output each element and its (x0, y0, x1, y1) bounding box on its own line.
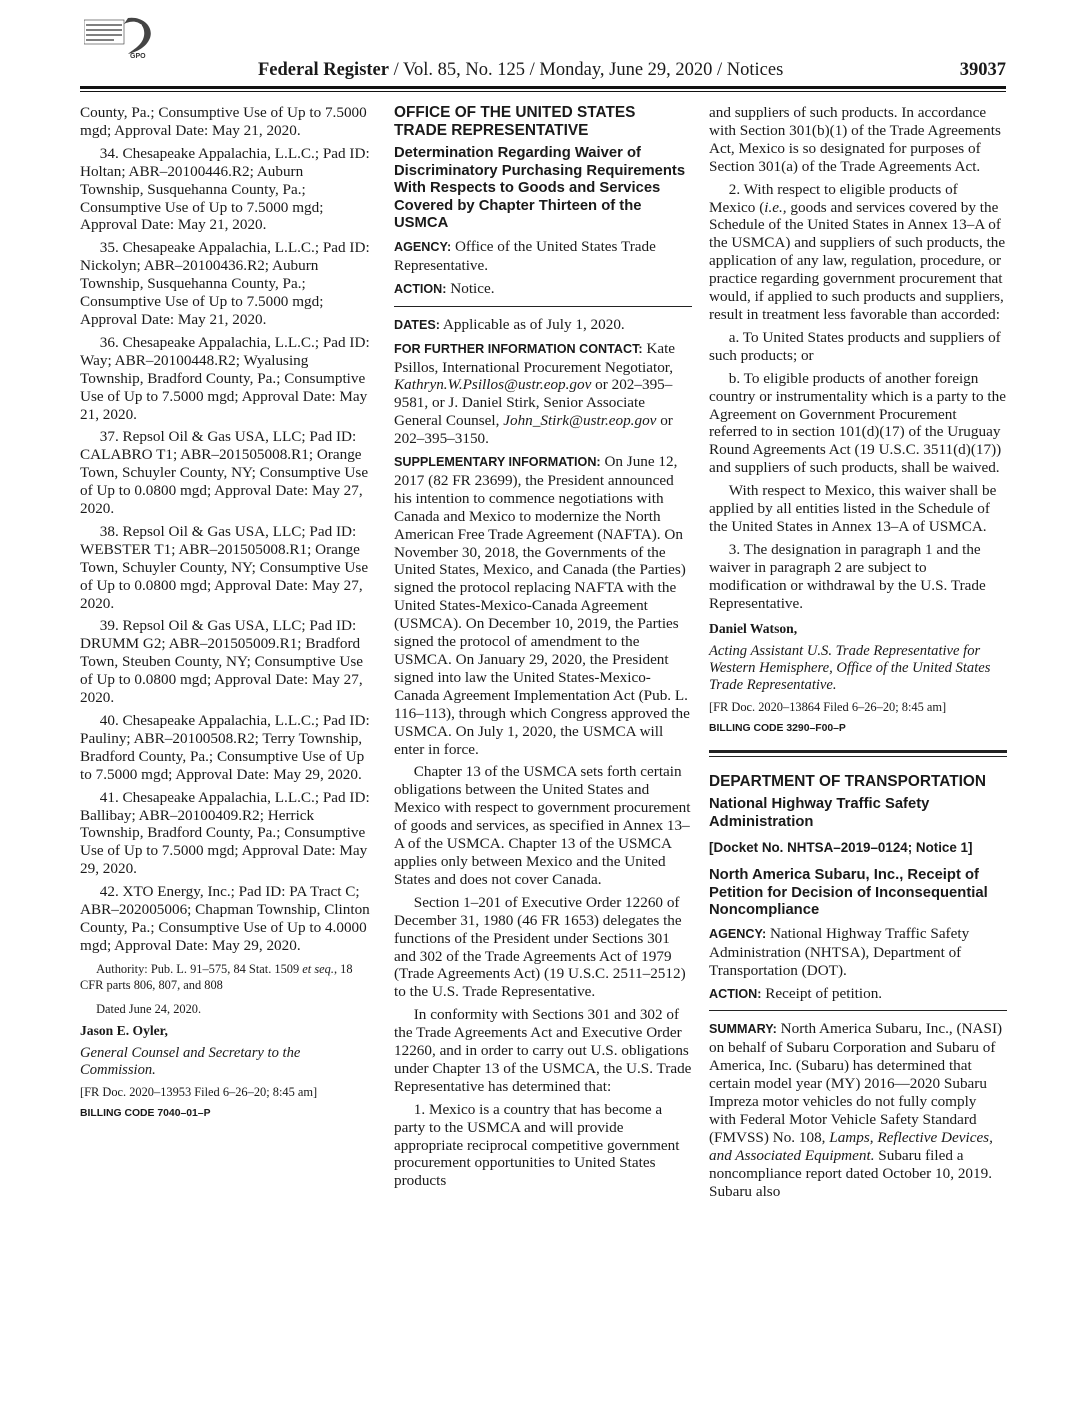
authority-lead: Authority: Pub. L. 91–575, 84 Stat. 1509 (96, 961, 303, 976)
list-item-35: 35. Chesapeake Appalachia, L.L.C.; Pad ID: Nickolyn; ABR–20100436.R2; Auburn Township, Susquehanna County, Pa.; Consumptive Use of Up to 7.5000 mgd; Approval Date: May 21, 2020. (80, 239, 370, 328)
gpo-eagle-icon (84, 14, 156, 60)
signer-title: General Counsel and Secretary to the Commission. (80, 1044, 301, 1078)
signer-title: Acting Assistant U.S. Trade Representative for Western Hemisphere, Office of the United States Trade Representative. (709, 643, 991, 694)
action-line (709, 985, 1007, 1004)
agency-line (394, 238, 692, 275)
header-rule (80, 86, 1006, 89)
paragraph-2 (709, 181, 1007, 324)
paragraph-3: 3. The designation in paragraph 1 and the waiver in paragraph 2 are subject to modification or withdrawal by the U.S. Trade Representative. (709, 540, 986, 612)
contact-email-link-2[interactable]: John_Stirk@ustr.eop.gov (503, 412, 657, 430)
authority-italic: et seq. (302, 961, 334, 976)
summary-paragraph (709, 1020, 1007, 1200)
header-title (258, 60, 783, 81)
list-item-40: 40. Chesapeake Appalachia, L.L.C.; Pad ID: Pauliny; ABR–20100508.R2; Terry Township, Bradford County, Pa.; Consumptive Use of Up to 7.5000 mgd; Approval Date: May 29, 2020. (80, 712, 370, 783)
supplementary-text: On June 12, 2017 (82 FR 23699), the President announced his intention to commence negotiations with Canada and Mexico to modernize the North American Free Trade Agreement (NAFTA). On November 30, 2018, the Governments of the United States, Mexico, and Canada (the Parties) signed the protocol replacing NAFTA with the United States-Mexico-Canada Agreement (USMCA). On December 10, 2019, the Parties signed the protocol of amendment to the USMCA. On January 29, 2020, the President signed into law the United States-Mexico-Canada Agreement Implementation Act (Pub. L. 116–113), through which Congress approved the USMCA. On July 1, 2020, the USMCA will enter in force. (394, 453, 690, 758)
list-item-34: 34. Chesapeake Appalachia, L.L.C.; Pad ID: Holtan; ABR–20100446.R2; Auburn Township, Susquehanna County, Pa.; Consumptive Use of Up to 7.5000 mgd; Approval Date: May 21, 2020. (80, 144, 370, 234)
column-3 (709, 104, 1007, 1206)
signer-name: Daniel Watson, (709, 621, 798, 637)
signer-name: Jason E. Oyler, (80, 1022, 168, 1038)
department-heading: DEPARTMENT OF TRANSPORTATION (709, 773, 987, 791)
action-text: Receipt of petition. (765, 984, 883, 1002)
billing-code: BILLING CODE 3290–F00–P (709, 723, 846, 735)
action-label: ACTION: (709, 986, 762, 1001)
contact-email-link[interactable]: Kathryn.W.Psillos@ustr.eop.gov (394, 376, 592, 394)
agency-text: National Highway Traffic Safety Administration (NHTSA), Department of Transportation (DOT). (709, 924, 970, 979)
contact-text: Kate Psillos, International Procurement Negotiator, (394, 339, 676, 376)
divider (394, 306, 692, 307)
billing-code: BILLING CODE 7040–01–P (80, 1107, 211, 1119)
paragraph-mexico: With respect to Mexico, this waiver shall be applied by all entities listed in the Schedule of the United States in Annex 13–A of USMCA. (709, 482, 997, 535)
publication-name: Federal Register (258, 60, 389, 80)
fr-doc: [FR Doc. 2020–13864 Filed 6–26–20; 8:45 am] (709, 700, 947, 715)
list-item-42: 42. XTO Energy, Inc.; Pad ID: PA Tract C; ABR–202005006; Chapman Township, Clinton County, Pa.; Consumptive Use of Up to 4.0000 mgd; Approval Date: May 29, 2020. (80, 883, 370, 954)
supplementary-label: SUPPLEMENTARY INFORMATION: (394, 455, 601, 470)
action-line (394, 280, 692, 299)
agency-heading: OFFICE OF THE UNITED STATES TRADE REPRESENTATIVE (394, 104, 636, 139)
docket-number: [Docket No. NHTSA–2019–0124; Notice 1] (709, 840, 973, 856)
agency-text: Office of the United States Trade Representative. (394, 237, 656, 274)
action-label: ACTION: (394, 281, 447, 296)
dated: Dated June 24, 2020. (96, 1001, 202, 1016)
issue-info: / Vol. 85, No. 125 / Monday, June 29, 2020 / Notices (388, 60, 784, 80)
dates-text: Applicable as of July 1, 2020. (442, 315, 625, 333)
paragraph-1: 1. Mexico is a country that has become a party to the USMCA and will provide appropriate reciprocal competitive government procurement opportunities to United States products (394, 1100, 680, 1190)
section-divider-thin (709, 756, 1007, 757)
paragraph-a: a. To United States products and suppliers of such products; or (709, 328, 1001, 364)
paragraph-conformity: In conformity with Sections 301 and 302 of the Trade Agreements Act and Executive Order 12260, and in order to carry out U.S. obligations under Chapter 13 of the USMCA, the U.S. Trade Representative has determined that: (394, 1006, 692, 1095)
paragraph-section: Section 1–201 of Executive Order 12260 of December 31, 1980 (46 FR 1653) delegates the functions of the President under Sections 301 and 302 of the Trade Agreements Act of 1979 (Trade Agreements Act) (19 U.S.C. 2511–2512) to the U.S. Trade Representative. (394, 893, 686, 1001)
list-item-36: 36. Chesapeake Appalachia, L.L.C.; Pad ID: Way; ABR–20100448.R2; Wyalusing Township, Bradford County, Pa.; Consumptive Use of Up to 7.5000 mgd; Approval Date: May 21, 2020. (80, 333, 370, 423)
paragraph-2-text: 2. With respect to eligible products of Mexico ( (709, 180, 958, 216)
page-number: 39037 (959, 60, 1006, 80)
header-rule-thin (80, 91, 1006, 92)
divider (709, 1010, 1007, 1011)
fr-doc: [FR Doc. 2020–13953 Filed 6–26–20; 8:45 am] (80, 1084, 318, 1099)
summary-italic: Lamps, Reflective Devices, and Associated Equipment. (709, 1128, 993, 1164)
agency-label: AGENCY: (394, 239, 452, 254)
document-heading: North America Subaru, Inc., Receipt of Petition for Decision of Inconsequential Noncompliance (709, 867, 988, 919)
dates-line (394, 316, 692, 335)
list-item-37: 37. Repsol Oil & Gas USA, LLC; Pad ID: CALABRO T1; ABR–201505008.R1; Orange Town, Schuyler County, NY; Consumptive Use of Up to 0.0800 mgd; Approval Date: May 27, 2020. (80, 428, 369, 518)
action-text: Notice. (450, 279, 495, 297)
dates-label: DATES: (394, 317, 440, 332)
paragraph-chapter13: Chapter 13 of the USMCA sets forth certain obligations between the United States and Mexico with respect to government procurement of goods and services, as specified in Annex 13–A of the USMCA. Chapter 13 of the USMCA applies only between Mexico and the United States and does not cover Canada. (394, 763, 691, 888)
column-2 (394, 104, 692, 1195)
summary-text: North America Subaru, Inc., (NASI) on behalf of Subaru Corporation and Subaru of America, Inc. (Subaru) has determined that certain model year (MY) 2016—2020 Subaru Impreza motor vehicles do not fully comply with Federal Motor Vehicle Safety Standard (FMVSS) No. 108, (709, 1020, 1003, 1146)
page-header (80, 60, 1006, 88)
svg-text:GPO: GPO (130, 53, 146, 60)
paragraph-2-text-2: goods and services covered by the Schedule of the United States in Annex 13–A of the USMCA) and suppliers of such products, the application of any law, regulation, procedure, or practice regarding government procurement that would, if applied to such products and suppliers, result in treatment less favorable than accorded: (709, 198, 1006, 323)
section-divider (709, 750, 1007, 753)
paragraph-2-italic: i.e., (764, 198, 787, 216)
contact-label: FOR FURTHER INFORMATION CONTACT: (394, 341, 643, 356)
contact-paragraph (394, 340, 692, 448)
summary-text-2: Subaru filed a noncompliance report dated October 10, 2019. Subaru also (709, 1146, 992, 1200)
paragraph-continued: and suppliers of such products. In accordance with Section 301(b)(1) of the Trade Agreements Act, Mexico is so designated for purposes of Section 301(a) of the Trade Agreements Act. (709, 104, 1001, 175)
supplementary-paragraph (394, 453, 692, 758)
agency-line (709, 925, 1007, 980)
authority-rest: , 18 CFR parts 806, 807, and 808 (80, 961, 353, 992)
contact-text-3: or 202–395–3150. (394, 412, 673, 448)
paragraph-b: b. To eligible products of another foreign country or instrumentality which is a party to the Agreement on Government Procurement referred to in section 101(d)(17) of the Uruguay Round Agreements Act (19 U.S.C. 3511(d)(17)) and suppliers of such products, shall be waived. (709, 369, 1006, 477)
paragraph-continued: County, Pa.; Consumptive Use of Up to 7.5000 mgd; Approval Date: May 21, 2020. (80, 104, 367, 139)
subagency-heading: National Highway Traffic Safety Administration (709, 796, 930, 830)
summary-label: SUMMARY: (709, 1022, 777, 1037)
column-1 (80, 104, 370, 1128)
authority (80, 961, 370, 993)
gpo-eagle-logo (84, 14, 156, 60)
document-heading: Determination Regarding Waiver of Discriminatory Purchasing Requirements With Respects to Goods and Services Covered by Chapter Thirteen of the USMCA (394, 145, 686, 232)
list-item-41: 41. Chesapeake Appalachia, L.L.C.; Pad ID: Ballibay; ABR–20100409.R2; Herrick Township, Bradford County, Pa.; Consumptive Use of Up to 7.5000 mgd; Approval Date: May 29, 2020. (80, 788, 370, 878)
list-item-38: 38. Repsol Oil & Gas USA, LLC; Pad ID: WEBSTER T1; ABR–201505008.R1; Orange Town, Schuyler County, NY; Consumptive Use of Up to 0.0800 mgd; Approval Date: May 27, 2020. (80, 522, 369, 612)
list-item-39: 39. Repsol Oil & Gas USA, LLC; Pad ID: DRUMM G2; ABR–201505009.R1; Bradford Town, Steuben County, NY; Consumptive Use of Up to 0.0800 mgd; Approval Date: May 27, 2020. (80, 617, 363, 707)
agency-label: AGENCY: (709, 926, 767, 941)
contact-text-2: or 202–395–9581, or J. Daniel Stirk, Senior Associate General Counsel, (394, 376, 673, 430)
